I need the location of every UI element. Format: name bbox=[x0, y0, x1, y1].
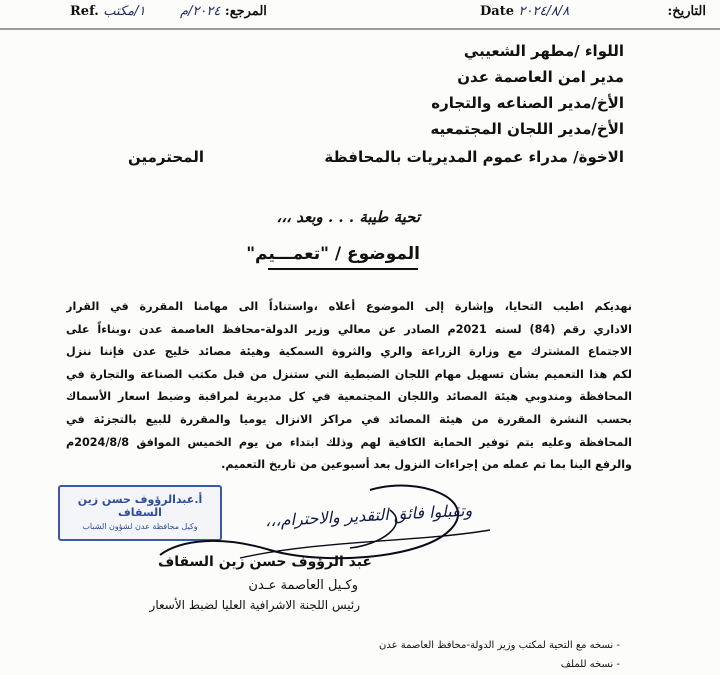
date-field-ar bbox=[667, 4, 706, 19]
ref-scrawl: ١/مكتب bbox=[103, 4, 146, 19]
body-line: الاجتماع المشترك مع وزارة الزراعة والري والثروة السمكية وهيئة مصائد خليج عدن فإننا ننزل bbox=[66, 345, 632, 359]
honorific: المحترمين bbox=[128, 148, 205, 166]
body-line: لكم هذا التعميم بشأن تسهيل مهام اللجان الضبطية التي ستنزل من قبل مكتب الصناعة والتجارة في bbox=[66, 367, 632, 381]
body-line: بحسب النشرة المقررة من هيئة المصائد في مراكز الانزال يوميا والمقررة للبيع بالتجزئة في bbox=[66, 412, 632, 426]
body-line: المحافظة ومندوبي هيئة المصائد واللجان المجتمعية في كل مديرية لمراقبة وضبط اسعار الأسماك bbox=[66, 390, 632, 404]
header-divider bbox=[0, 28, 720, 30]
ref-label-ar: المرجع: bbox=[224, 4, 267, 19]
addressee-line: الاخوة/ مدراء عموم المديريات بالمحافظة bbox=[324, 148, 624, 166]
stamp-name: أ.عبدالرؤوف حسن زين السقاف bbox=[77, 493, 203, 519]
body-paragraph bbox=[66, 296, 632, 477]
body-line: والرفع الينا بما تم عمله من إجراءات النزول بعد أسبوعين من تاريخ التعميم. bbox=[221, 458, 632, 472]
cc-line: - نسخه مع التحية لمكتب وزير الدولة-محافظ العاصمة عدن bbox=[378, 640, 620, 651]
addressee-line: الأخ/مدير الصناعه والتجاره bbox=[431, 94, 624, 112]
body-line: المحافظة وعليه يتم توفير الحماية الكافية لهم وذلك ابتداء من يوم الخميس الموافق 2024/8/8م bbox=[66, 435, 632, 449]
cc-line: - نسخه للملف bbox=[560, 659, 620, 670]
subject-underline bbox=[268, 268, 418, 270]
addressee-line: مدير امن العاصمة عدن bbox=[457, 68, 624, 86]
signatory-title: رئيس اللجنة الاشرافية العليا لضبط الأسعار bbox=[149, 598, 360, 612]
signatory-role: وكـيل العاصمة عـدن bbox=[248, 578, 358, 593]
ref-field-ar bbox=[180, 4, 267, 19]
addressee-line: الأخ/مدير اللجان المجتمعيه bbox=[430, 120, 624, 138]
date-field bbox=[480, 4, 569, 19]
signatory-name: عبد الرؤوف حسن زين السقاف bbox=[157, 554, 372, 570]
date-value: ٢٠٢٤/٨/٨ bbox=[518, 4, 570, 19]
ref-label: Ref. bbox=[70, 4, 99, 19]
body-line: نهديكم اطيب التحايا، وإشارة إلى الموضوع أعلاه ،واستناداً الى مهامنا المقررة في القرار bbox=[66, 300, 632, 313]
ref-field bbox=[70, 4, 145, 19]
date-label: Date bbox=[480, 4, 514, 19]
body-line: الاداري رقم (84) لسنه 2021م الصادر عن معالي وزير الدولة-محافظ العاصمة عدن ،وبناءاً على bbox=[66, 322, 632, 336]
subject-heading: الموضوع / "تعمـــيم" bbox=[246, 244, 420, 264]
greeting: تحية طيبة . . . وبعد ،،، bbox=[276, 208, 420, 226]
ref-value-ar: ٢٠٢٤/م bbox=[180, 4, 221, 19]
addressee-line: اللواء /مطهر الشعيبي bbox=[463, 42, 624, 60]
date-label-ar: التاريخ: bbox=[667, 4, 706, 19]
closing-remark: وتقبلوا فائق التقدير والاحترام،،، bbox=[264, 500, 473, 531]
stamp-role: وكيل محافظة عدن لشؤون الشباب bbox=[82, 522, 198, 531]
